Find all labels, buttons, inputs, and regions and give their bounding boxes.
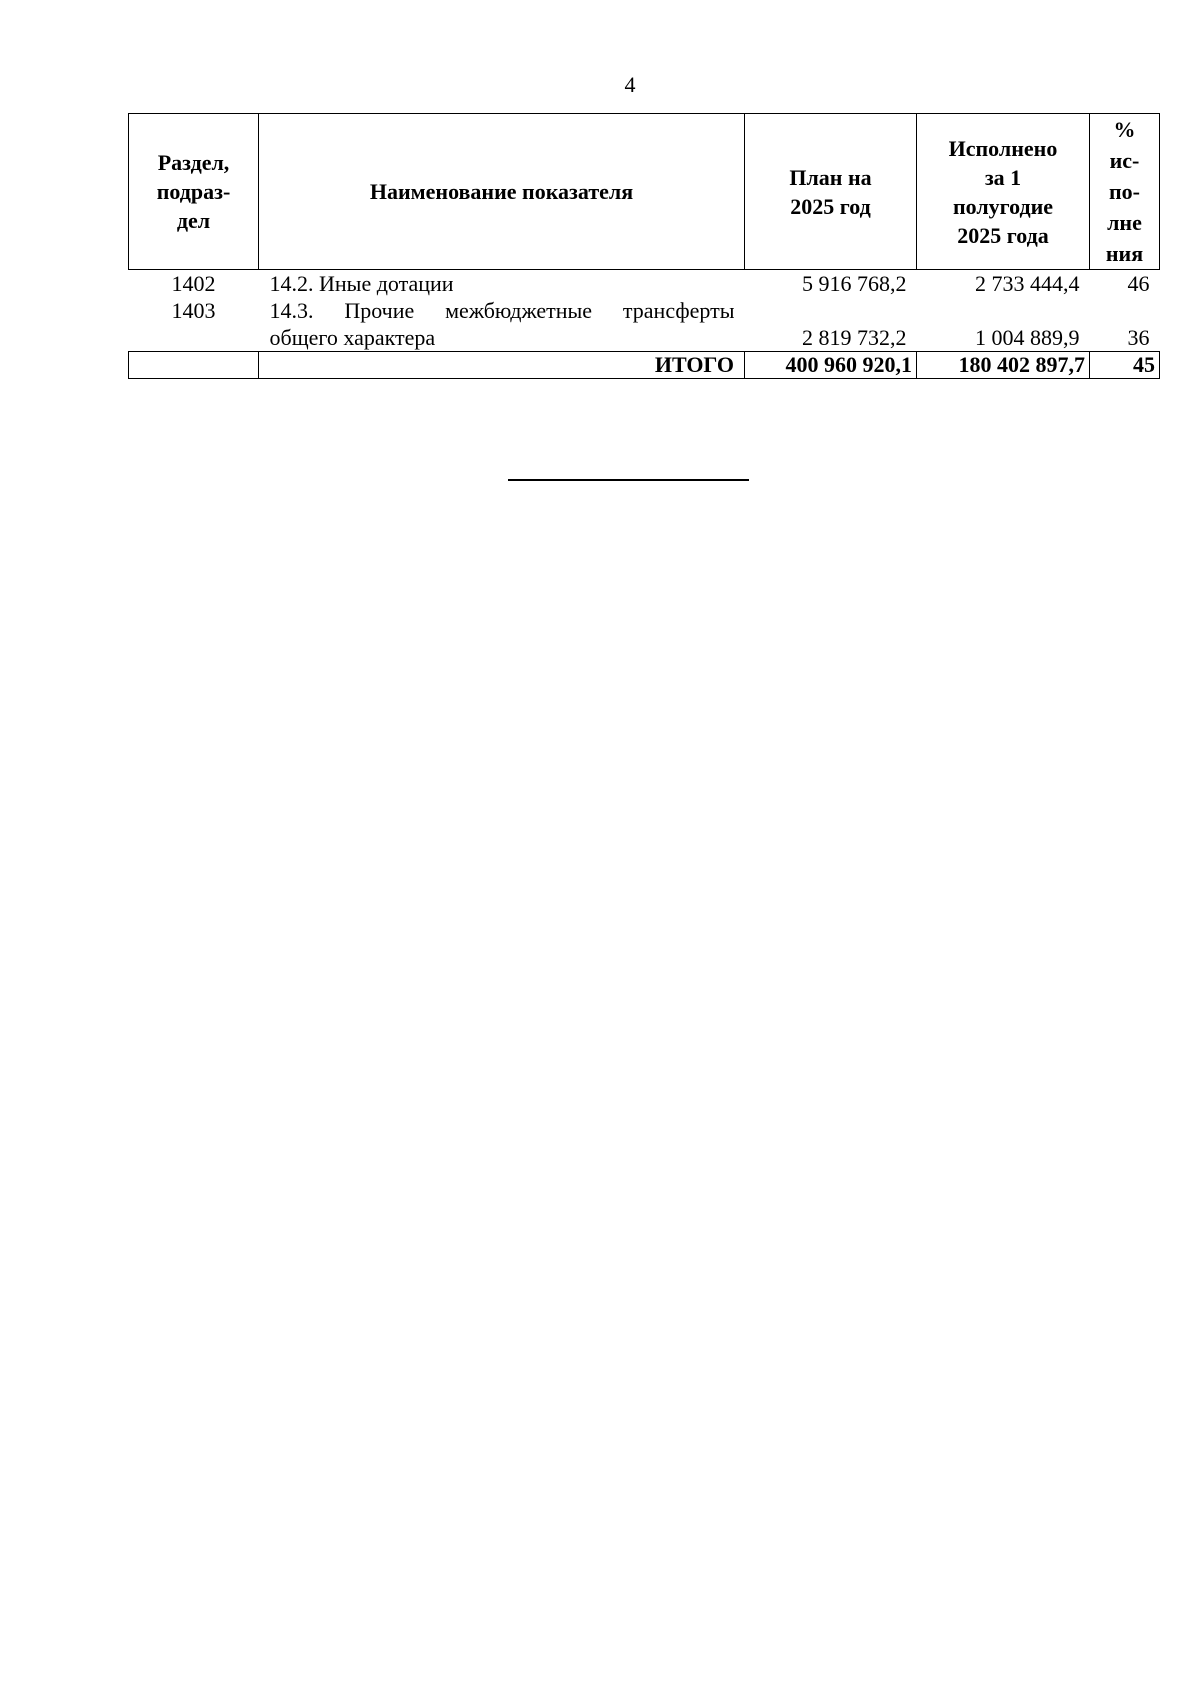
- header-plan: План на 2025 год: [745, 114, 917, 270]
- row-code: 1402: [171, 271, 216, 296]
- header-executed: Исполнено за 1 полугодие 2025 года: [917, 114, 1090, 270]
- total-label: ИТОГО: [259, 352, 745, 379]
- row-percent: 46: [1127, 271, 1150, 296]
- page-number: 4: [624, 72, 636, 97]
- table-row: [129, 297, 1160, 352]
- header-percent: % ис- по- лне ния: [1090, 114, 1160, 270]
- row-name-line-1: 14.3. Прочие межбюджетные трансферты: [269, 298, 735, 323]
- table-row: [129, 270, 1160, 298]
- row-name-line-2: общего характера: [269, 325, 436, 350]
- row-plan: 5 916 768,2: [802, 271, 907, 296]
- total-plan: 400 960 920,1: [745, 352, 917, 379]
- total-executed: 180 402 897,7: [917, 352, 1090, 379]
- header-row: [129, 114, 1160, 270]
- total-percent: 45: [1090, 352, 1160, 379]
- row-name: 14.2. Иные дотации: [269, 271, 454, 296]
- budget-execution-table: [128, 113, 1160, 379]
- row-executed: 2 733 444,4: [975, 271, 1080, 296]
- header-indicator: Наименование показателя: [259, 114, 745, 270]
- end-of-document-rule: [508, 479, 749, 481]
- table-body: [129, 270, 1160, 379]
- total-row: [129, 352, 1160, 379]
- row-percent: 36: [1127, 325, 1150, 350]
- row-code: 1403: [171, 298, 216, 323]
- table-header: [129, 114, 1160, 270]
- row-name: [259, 297, 745, 352]
- header-section: Раздел, подраз- дел: [129, 114, 259, 270]
- row-plan: 2 819 732,2: [802, 325, 907, 350]
- total-empty-cell: [129, 352, 259, 379]
- row-executed: 1 004 889,9: [975, 325, 1080, 350]
